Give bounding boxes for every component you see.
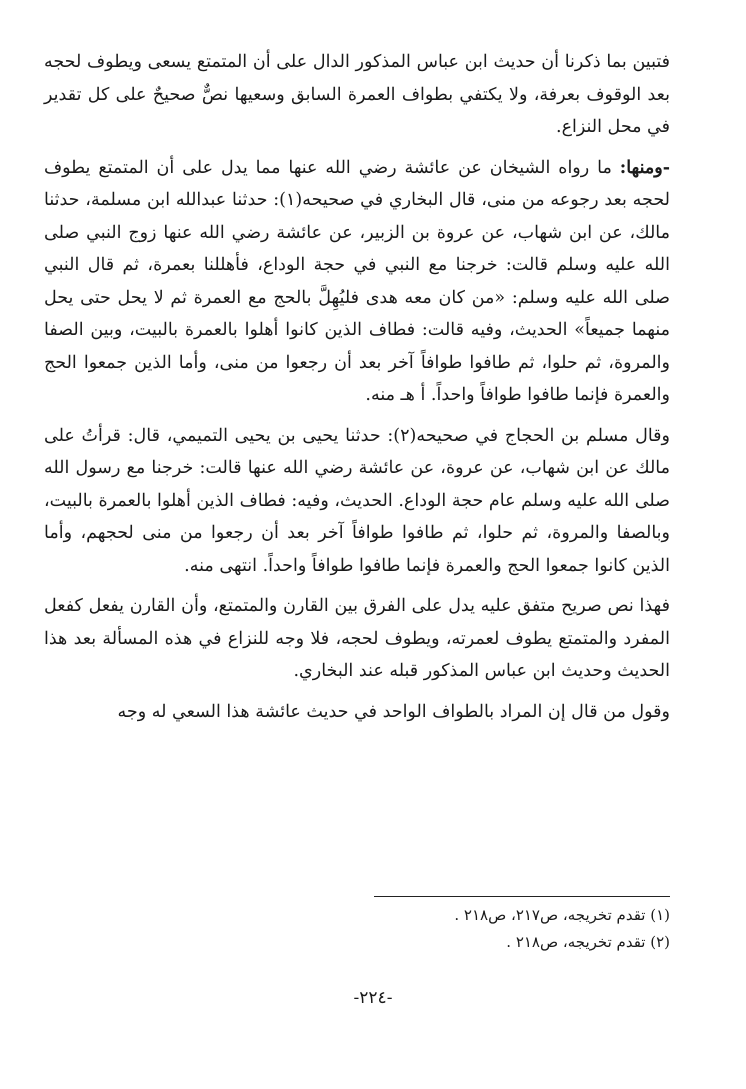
footnote-2: (٢) تقدم تخريجه، ص٢١٨ . [506, 933, 670, 951]
footnote-divider [374, 896, 670, 897]
paragraph-3 [44, 420, 670, 583]
paragraph-4 [44, 590, 670, 688]
paragraph-text: وقال مسلم بن الحجاج في صحيحه(٢): حدثنا يحيى بن يحيى التميمي، قال: قرأتُ على مالك عن ابن شهاب، عن عروة، عن عائشة رضي الله عنها قالت: خرجنا مع رسول الله صلى الله عليه وسلم عام حجة الوداع. الحديث، وفيه: فطاف الذين أهلوا بالعمرة بالبيت، وبالصفا والمروة، ثم حلوا، ثم طافوا طوافاً آخر بعد أن رجعوا من منى لحجهم، وأما الذين كانوا جمعوا الحج والعمرة فإنما طافوا طوافاً واحداً. انتهى منه. [44, 425, 671, 576]
paragraph-1 [44, 46, 670, 144]
paragraph-lead: -ومنها: [619, 157, 670, 178]
paragraph-text: فهذا نص صريح متفق عليه يدل على الفرق بين القارن والمتمتع، وأن القارن يفعل كفعل المفرد والمتمتع يطوف لعمرته، ويطوف لحجه، فلا وجه للنزاع في هذه المسألة بعد هذا الحديث وحديث ابن عباس المذكور قبله عند البخاري. [44, 596, 670, 681]
paragraph-5 [44, 696, 670, 729]
paragraph-text: وقول من قال إن المراد بالطواف الواحد في حديث عائشة هذا السعي له وجه [117, 701, 670, 722]
paragraph-2 [44, 152, 670, 412]
page-body [44, 46, 670, 736]
paragraph-text: فتبين بما ذكرنا أن حديث ابن عباس المذكور الدال على أن المتمتع يسعى ويطوف لحجه بعد الوقوف بعرفة، ولا يكتفي بطواف العمرة السابق وسعيها نصٌّ صحيحٌ على كل تقدير في محل النزاع. [44, 52, 670, 137]
page-number: -٢٢٤- [353, 988, 393, 1008]
paragraph-text: ما رواه الشيخان عن عائشة رضي الله عنها مما يدل على أن المتمتع يطوف لحجه بعد رجوعه من منى، قال البخاري في صحيحه(١): حدثنا عبدالله ابن مسلمة، حدثنا مالك، عن ابن شهاب، عن عروة بن الزبير، عن عائشة رضي الله عنها زوج النبي صلى الله عليه وسلم قالت: خرجنا مع النبي في حجة الوداع، فأهللنا بعمرة، ثم قال النبي صلى الله عليه وسلم: «من كان معه هدى فليُهِلَّ بالحج مع العمرة ثم لا يحل حتى يحل منهما جميعاً» الحديث، وفيه قالت: فطاف الذين كانوا أهلوا بالعمرة بالبيت، وبين الصفا والمروة، ثم حلوا، ثم طافوا طوافاً آخر بعد أن رجعوا من منى، وأما الذين جمعوا الحج والعمرة فإنما طافوا طوافاً واحداً. أ هـ منه. [44, 157, 670, 405]
footnote-1: (١) تقدم تخريجه، ص٢١٧، ص٢١٨ . [454, 906, 670, 924]
footnotes [44, 902, 670, 956]
